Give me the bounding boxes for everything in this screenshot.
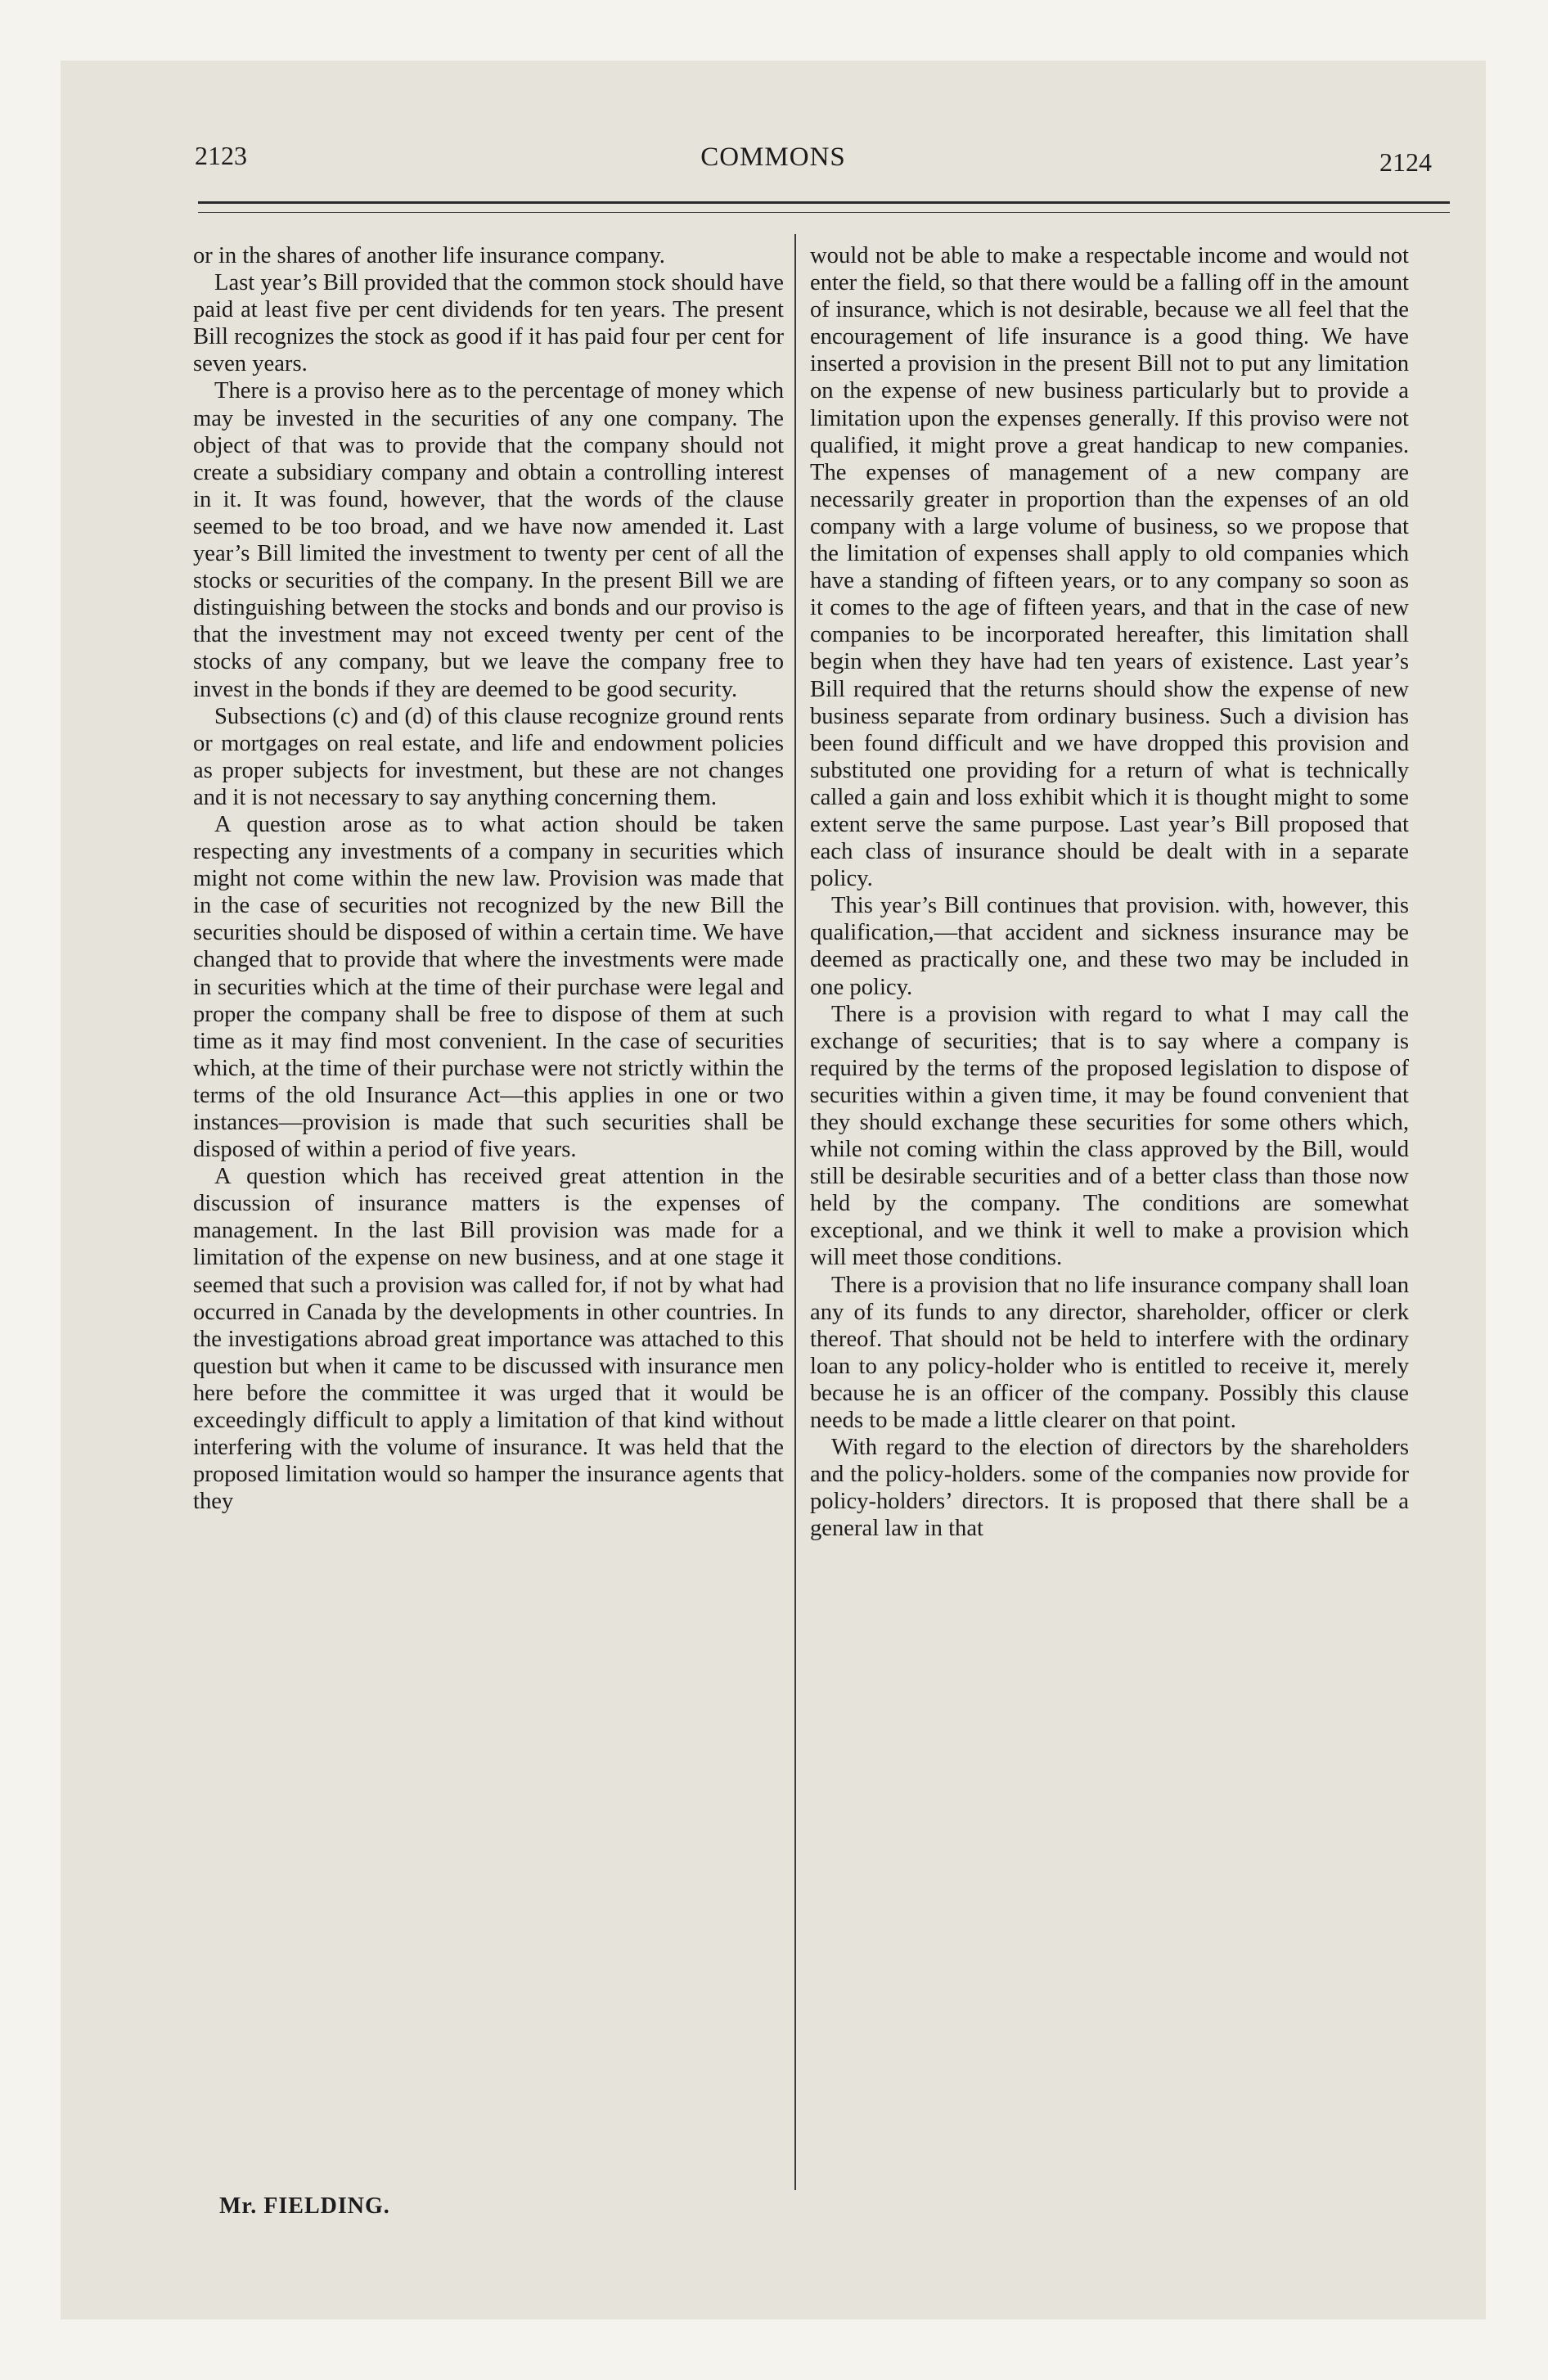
paragraph: A question arose as to what action should be taken respecting any investments of a company in securities which might not come within the new law. Provision was made that in the case of securities not recognized by the new Bill the securities should be disposed of within a certain time. We have changed that to provide that where the investments were made in securities which at the time of their purchase were legal and proper the company shall be free to dispose of them at such time as it may find most convenient. In the case of securities which, at the time of their purchase were not strictly within the terms of the old Insurance Act—this applies in one or two instances—provision is made that such securities shall be disposed of within a period of five years. (193, 811, 784, 1163)
paragraph: Last year’s Bill provided that the common stock should have paid at least five per cent dividends for ten years. The present Bill recognizes the stock as good if it has paid four per cent for seven years. (193, 270, 784, 377)
speaker-footer: Mr. FIELDING. (219, 2193, 390, 2219)
page-number-left: 2123 (195, 141, 247, 170)
paragraph: There is a proviso here as to the percentage of money which may be invested in the securities of any one company. The object of that was to provide that the company should not create a subsidiary company and obtain a controlling interest in it. It was found, however, that the words of the clause seemed to be too broad, and we have now amended it. Last year’s Bill limited the investment to twenty per cent of all the stocks or securities of the company. In the present Bill we are distinguishing between the stocks and bonds and our proviso is that the investment may not exceed twenty per cent of the stocks of any company, but we leave the company free to invest in the bonds if they are deemed to be good security. (193, 378, 784, 702)
paragraph: would not be able to make a respectable income and would not enter the field, so that there would be a falling off in the amount of insurance, which is not desirable, because we all feel that the encouragement of life insurance is a good thing. We have inserted a provision in the present Bill not to put any limitation on the expense of new business particularly but to provide a limitation upon the expenses generally. If this proviso were not qualified, it might prove a great handicap to new companies. The expenses of management of a new company are necessarily greater in proportion than the expenses of an old company with a large volume of business, so we propose that the limitation of expenses shall apply to old companies which have a standing of fifteen years, or to any company so soon as it comes to the age of fifteen years, and that in the case of new companies to be incorporated hereafter, this limitation shall begin when they have had ten years of existence. Last year’s Bill required that the returns should show the expense of new business separate from ordinary business. Such a division has been found difficult and we have dropped this provision and substituted one providing for a return of what is technically called a gain and loss exhibit which it is thought might to some extent serve the same purpose. Last year’s Bill proposed that each class of insurance should be dealt with in a separate policy. (810, 243, 1409, 892)
header-rule (198, 201, 1450, 213)
right-column (810, 242, 1409, 1543)
paragraph: A question which has received great attention in the discussion of insurance matters is the expenses of management. In the last Bill provision was made for a limitation of the expense on new business, and at one stage it seemed that such a provision was called for, if not by what had occurred in Canada by the developments in other countries. In the investigations abroad great importance was attached to this question but when it came to be discussed with insurance men here before the committee it was urged that it would be exceedingly difficult to apply a limitation of that kind without interfering with the volume of insurance. It was held that the proposed limitation would so hamper the insurance agents that they (193, 1164, 784, 1515)
paragraph: There is a provision that no life insurance company shall loan any of its funds to any director, shareholder, officer or clerk thereof. That should not be held to interfere with the ordinary loan to any policy-holder who is entitled to receive it, merely because he is an officer of the company. Possibly this clause needs to be made a little clearer on that point. (810, 1272, 1409, 1434)
paragraph: This year’s Bill continues that provision. with, however, this qualification,—that accident and sickness insurance may be deemed as practically one, and these two may be included in one policy. (810, 893, 1409, 1000)
left-column (193, 242, 784, 1515)
running-head: COMMONS (700, 142, 846, 172)
column-divider (794, 234, 796, 2190)
hansard-page (61, 61, 1486, 2319)
paragraph: Subsections (c) and (d) of this clause recognize ground rents or mortgages on real estate, and life and endowment policies as proper subjects for investment, but these are not changes and it is not necessary to say anything concerning them. (193, 703, 784, 810)
page-number-right: 2124 (1379, 147, 1432, 177)
page-header (61, 141, 1486, 190)
paragraph: or in the shares of another life insurance company. (193, 243, 665, 268)
paragraph: With regard to the election of directors by the shareholders and the policy-holders. some of the companies now provide for policy-holders’ directors. It is proposed that there shall be a general law in that (810, 1435, 1409, 1542)
paragraph: There is a provision with regard to what I may call the exchange of securities; that is to say where a company is required by the terms of the proposed legislation to dispose of securities within a given time, it may be found convenient that they should exchange these securities for some others which, while not coming within the class approved by the Bill, would still be desirable securities and of a better class than those now held by the company. The conditions are somewhat exceptional, and we think it well to make a provision which will meet those conditions. (810, 1001, 1409, 1271)
